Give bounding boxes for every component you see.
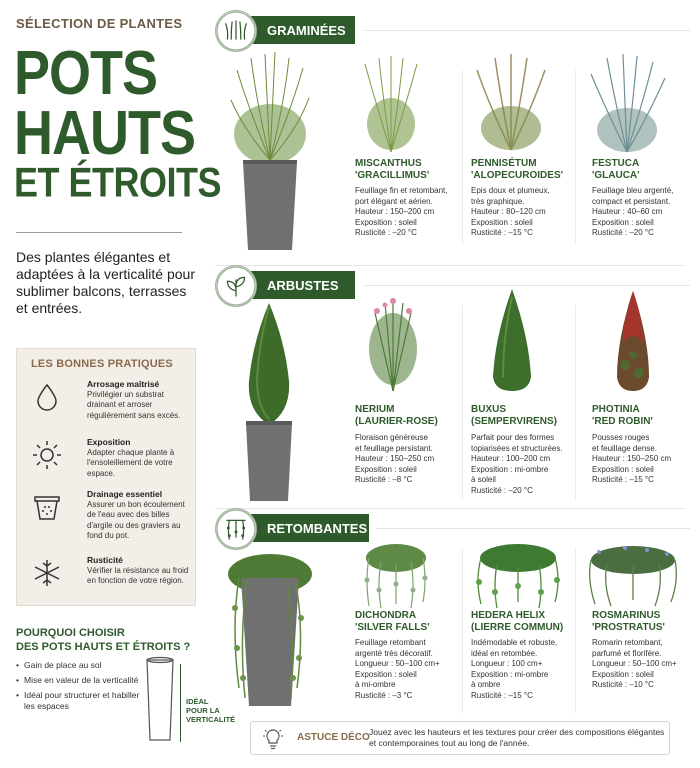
plant-description: Indémodable et robuste, idéal en retombée. Longueur : 100 cm+ Exposition : mi-ombre à ombre Rusticité : –15 °C — [471, 638, 558, 700]
grass-icon — [215, 10, 257, 52]
plant-name: ROSMARINUS 'PROSTRATUS' — [592, 610, 665, 633]
snowflake-icon — [31, 557, 63, 589]
title-line-3: ET ÉTROITS — [14, 158, 222, 206]
plant-name: PHOTINIA 'RED ROBIN' — [592, 404, 653, 427]
hero-plant-retombantes — [225, 548, 315, 710]
section-title: ARBUSTES — [251, 271, 355, 299]
list-item: • Idéal pour structurer et habiller les espaces — [16, 690, 146, 712]
why-list — [16, 660, 146, 716]
list-item: • Mise en valeur de la verticalité — [16, 675, 146, 686]
plant-description: Floraison généreuse et feuillage persistant. Hauteur : 150–250 cm Exposition : soleil Rusticité : –8 °C — [355, 433, 435, 484]
hero-plant-graminees — [229, 50, 311, 254]
plant-name: PENNISÉTUM 'ALOPECUROIDES' — [471, 158, 563, 181]
plant-name: MISCANTHUS 'GRACILLIMUS' — [355, 158, 430, 181]
plant-image-photinia — [613, 289, 653, 393]
plant-description: Epis doux et plumeux, très graphique. Hauteur : 80–120 cm Exposition : soleil Rusticité : –15 °C — [471, 186, 550, 237]
page-title — [14, 38, 222, 206]
lightbulb-icon — [261, 727, 285, 751]
title-line-1: POTS — [14, 38, 158, 108]
section-retombantes — [215, 508, 695, 718]
plant-name: FESTUCA 'GLAUCA' — [592, 158, 640, 181]
hero-plant-arbustes — [239, 301, 299, 505]
section-title: GRAMINÉES — [251, 16, 355, 44]
section-title: RETOMBANTES — [251, 514, 369, 542]
best-practices-title: LES BONNES PRATIQUES — [31, 358, 173, 370]
plant-image-buxus — [489, 287, 535, 393]
trailing-plant-icon — [215, 508, 257, 550]
plant-image-rosmarinus — [585, 540, 681, 610]
pot-drainage-icon — [31, 491, 63, 523]
best-practices-box — [16, 348, 196, 606]
plant-description: Feuillage retombant argenté très décoratif. Longueur : 50–100 cm+ Exposition : soleil à mi-ombre Rusticité : –3 °C — [355, 638, 440, 700]
practice-text: Vérifier la résistance au froid en fonction de votre région. — [87, 565, 189, 585]
deco-tip-box — [250, 721, 670, 755]
practice-text: Privilégier un substrat drainant et arroser régulièrement sans excès. — [87, 389, 181, 420]
practice-text: Adapter chaque plante à l'ensoleillement de votre espace. — [87, 447, 175, 478]
kicker: SÉLECTION DE PLANTES — [16, 16, 183, 31]
ideal-indicator-line — [180, 664, 181, 742]
deco-tip-label: ASTUCE DÉCO — [297, 732, 370, 743]
plant-name: BUXUS (SEMPERVIRENS) — [471, 404, 557, 427]
plant-image-pennisetum — [471, 50, 551, 154]
plant-description: Pousses rouges et feuillage dense. Hauteur : 150–250 cm Exposition : soleil Rusticité : –15 °C — [592, 433, 672, 484]
practice-title: Arrosage maîtrisé — [87, 379, 160, 389]
plant-description: Feuillage fin et retombant, port élégant et aérien. Hauteur : 150–200 cm Exposition : soleil Rusticité : –20 °C — [355, 186, 448, 237]
practice-text: Assurer un bon écoulement de l'eau avec des billes d'argile ou des graviers au fond du pot. — [87, 499, 185, 540]
plant-description: Parfait pour des formes topiarisées et structurées. Hauteur : 100–200 cm Exposition : mi-ombre à soleil Rusticité : –20 °C — [471, 433, 563, 495]
plant-description: Feuillage bleu argenté, compact et persistant. Hauteur : 40–60 cm Exposition : soleil Rusticité : –20 °C — [592, 186, 674, 237]
sun-icon — [31, 439, 63, 471]
plant-image-miscanthus — [361, 54, 421, 154]
why-title: POURQUOI CHOISIR DES POTS HAUTS ET ÉTROITS ? — [16, 627, 191, 653]
plant-description: Romarin retombant, parfumé et florifère. Longueur : 50–100 cm+ Exposition : soleil Rusticité : –10 °C — [592, 638, 677, 689]
plant-name: HEDERA HELIX (LIERRE COMMUN) — [471, 610, 564, 633]
practice-title: Rusticité — [87, 555, 123, 565]
practice-title: Drainage essentiel — [87, 489, 163, 499]
plant-name: DICHONDRA 'SILVER FALLS' — [355, 610, 430, 633]
intro-text: Des plantes élégantes et adaptées à la verticalité pour sublimer balcons, terrasses et entrées. — [16, 249, 195, 316]
list-item: • Gain de place au sol — [16, 660, 146, 671]
plant-image-dichondra — [361, 540, 431, 610]
title-line-2: HAUTS — [14, 98, 195, 168]
title-divider — [16, 232, 182, 233]
water-drop-icon — [31, 381, 63, 413]
section-arbustes — [215, 265, 695, 505]
leaf-icon — [215, 265, 257, 307]
tall-pot-illustration — [144, 656, 176, 742]
plant-name: NERIUM (LAURIER-ROSE) — [355, 404, 438, 427]
plant-image-festuca — [587, 52, 667, 154]
ideal-label: IDÉAL POUR LA VERTICALITÉ — [186, 697, 236, 724]
section-graminees — [215, 10, 695, 260]
plant-image-nerium — [365, 293, 421, 393]
deco-tip-text: Jouez avec les hauteurs et les textures pour créer des compositions élégantes et contemporaines tout au long de l'année. — [369, 727, 665, 748]
plant-image-hedera — [473, 540, 563, 610]
practice-title: Exposition — [87, 437, 131, 447]
